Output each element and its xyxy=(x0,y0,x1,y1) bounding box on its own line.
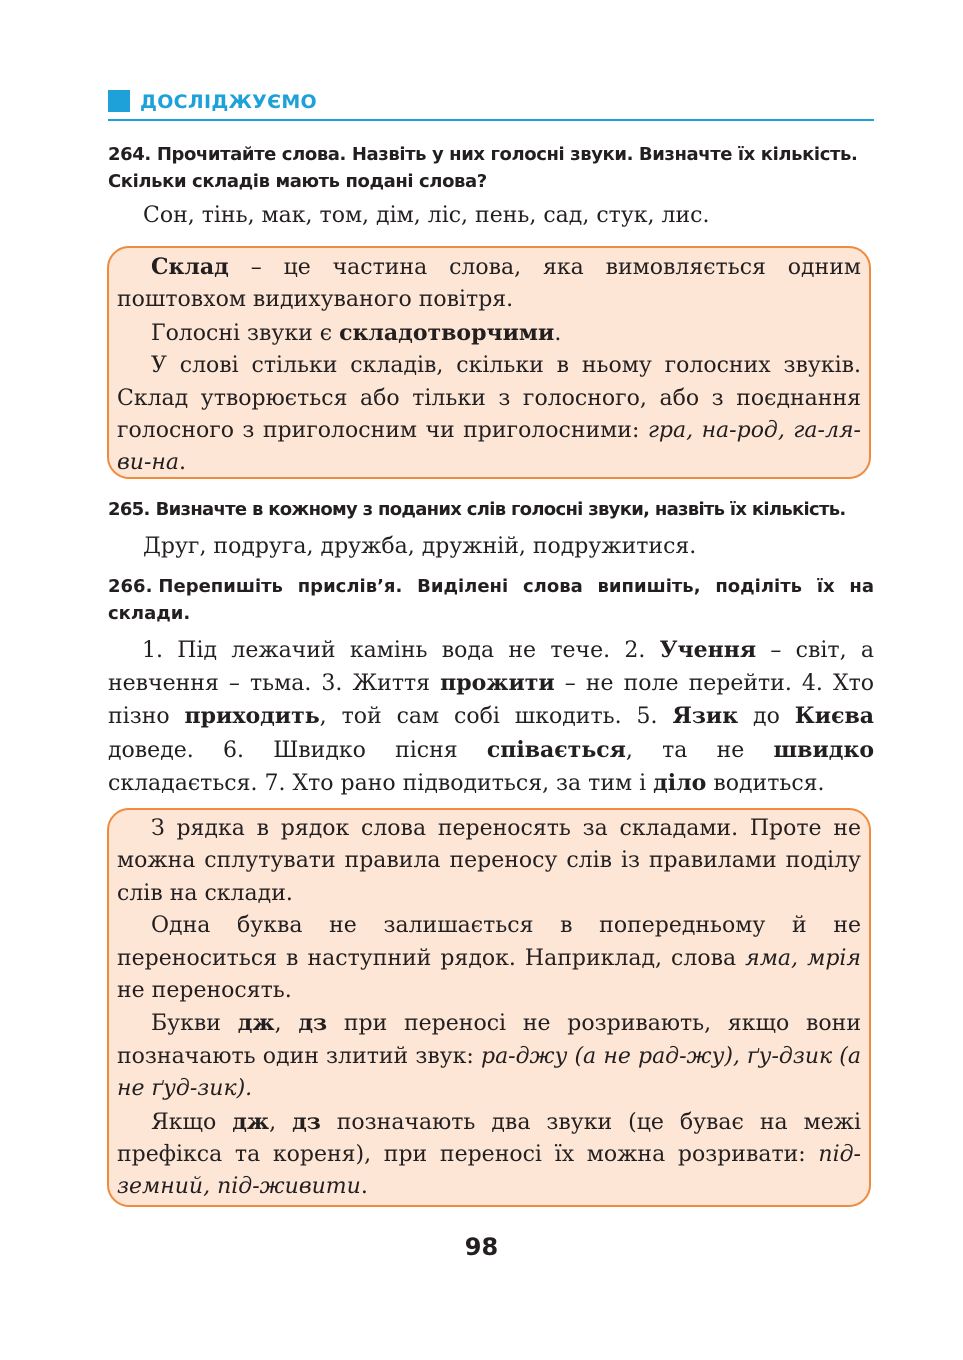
section-title: ДОСЛІДЖУЄМО xyxy=(140,91,317,113)
task-264-words: Сон, тінь, мак, том, дім, ліс, пень, сад, стук, лис. xyxy=(143,203,710,228)
rule-syllable-vowels: Голосні звуки є складотворчими. xyxy=(151,319,562,346)
rule-syllable-definition: Склад – це частина слова, яка вимовляється одним поштовхом видихуваного повітря. xyxy=(117,254,861,313)
rule-box-syllable xyxy=(107,246,871,479)
task-265-words: Друг, подруга, дружба, дружній, подружитися. xyxy=(143,534,697,559)
task-265: 265. Визначте в кожному з поданих слів голосні звуки, назвіть їх кількість. xyxy=(108,499,846,520)
rule-hyphenation-dzh-dz-single: Букви дж, дз при переносі не розривають, якщо вони позначають один злитий звук: ра-джу (а не рад-жу), ґу-дзик (а не ґуд-зик). xyxy=(117,1010,861,1102)
task-264-line2: Скільки складів мають подані слова? xyxy=(108,171,487,192)
rule-hyphenation-dzh-dz-double: Якщо дж, дз позначають два звуки (це буває на межі префікса та кореня), при переносі їх можна розривати: під-земний, під-живити. xyxy=(117,1108,861,1200)
task-number: 266. xyxy=(108,576,153,597)
rule-box-hyphenation xyxy=(107,808,871,1207)
task-266: 266. Перепишіть прислів’я. Виділені слова випишіть, поділіть їх на склади. xyxy=(108,576,874,624)
section-divider xyxy=(108,119,874,121)
task-264-line1: 264. Прочитайте слова. Назвіть у них голосні звуки. Визначте їх кількість. xyxy=(108,144,858,165)
rule-syllable-count: У слові стільки складів, скільки в ньому голосних звуків. Склад утворюється або тільки з голосного, або з поєднання голосного з приголосним чи приголосними: гра, на-род, га-ля-ви-на. xyxy=(117,353,861,476)
rule-hyphenation-intro: З рядка в рядок слова переносять за складами. Проте не можна сплутувати правила переносу слів із правилами поділу слів на склади. xyxy=(117,816,861,906)
task-number: 264. xyxy=(108,144,151,165)
task-264 xyxy=(108,141,874,195)
page-number: 98 xyxy=(464,1233,499,1261)
proverbs-text: 1. Під лежачий камінь вода не тече. 2. Учення – світ, а невчення – тьма. 3. Життя прожити – не поле перейти. 4. Хто пізно приходить, той сам собі шкодить. 5. Язик до Києва доведе. 6. Швидко пісня співається, та не швидко складається. 7. Хто рано підводиться, за тим і діло водиться. xyxy=(108,637,875,796)
section-marker-icon xyxy=(108,90,130,112)
rule-hyphenation-single-letter: Одна буква не залишається в попередньому й не переноситься в наступний рядок. Наприклад, слова яма, мрія не переносять. xyxy=(117,913,862,1004)
task-number: 265. xyxy=(108,499,150,520)
section-header xyxy=(108,86,874,122)
